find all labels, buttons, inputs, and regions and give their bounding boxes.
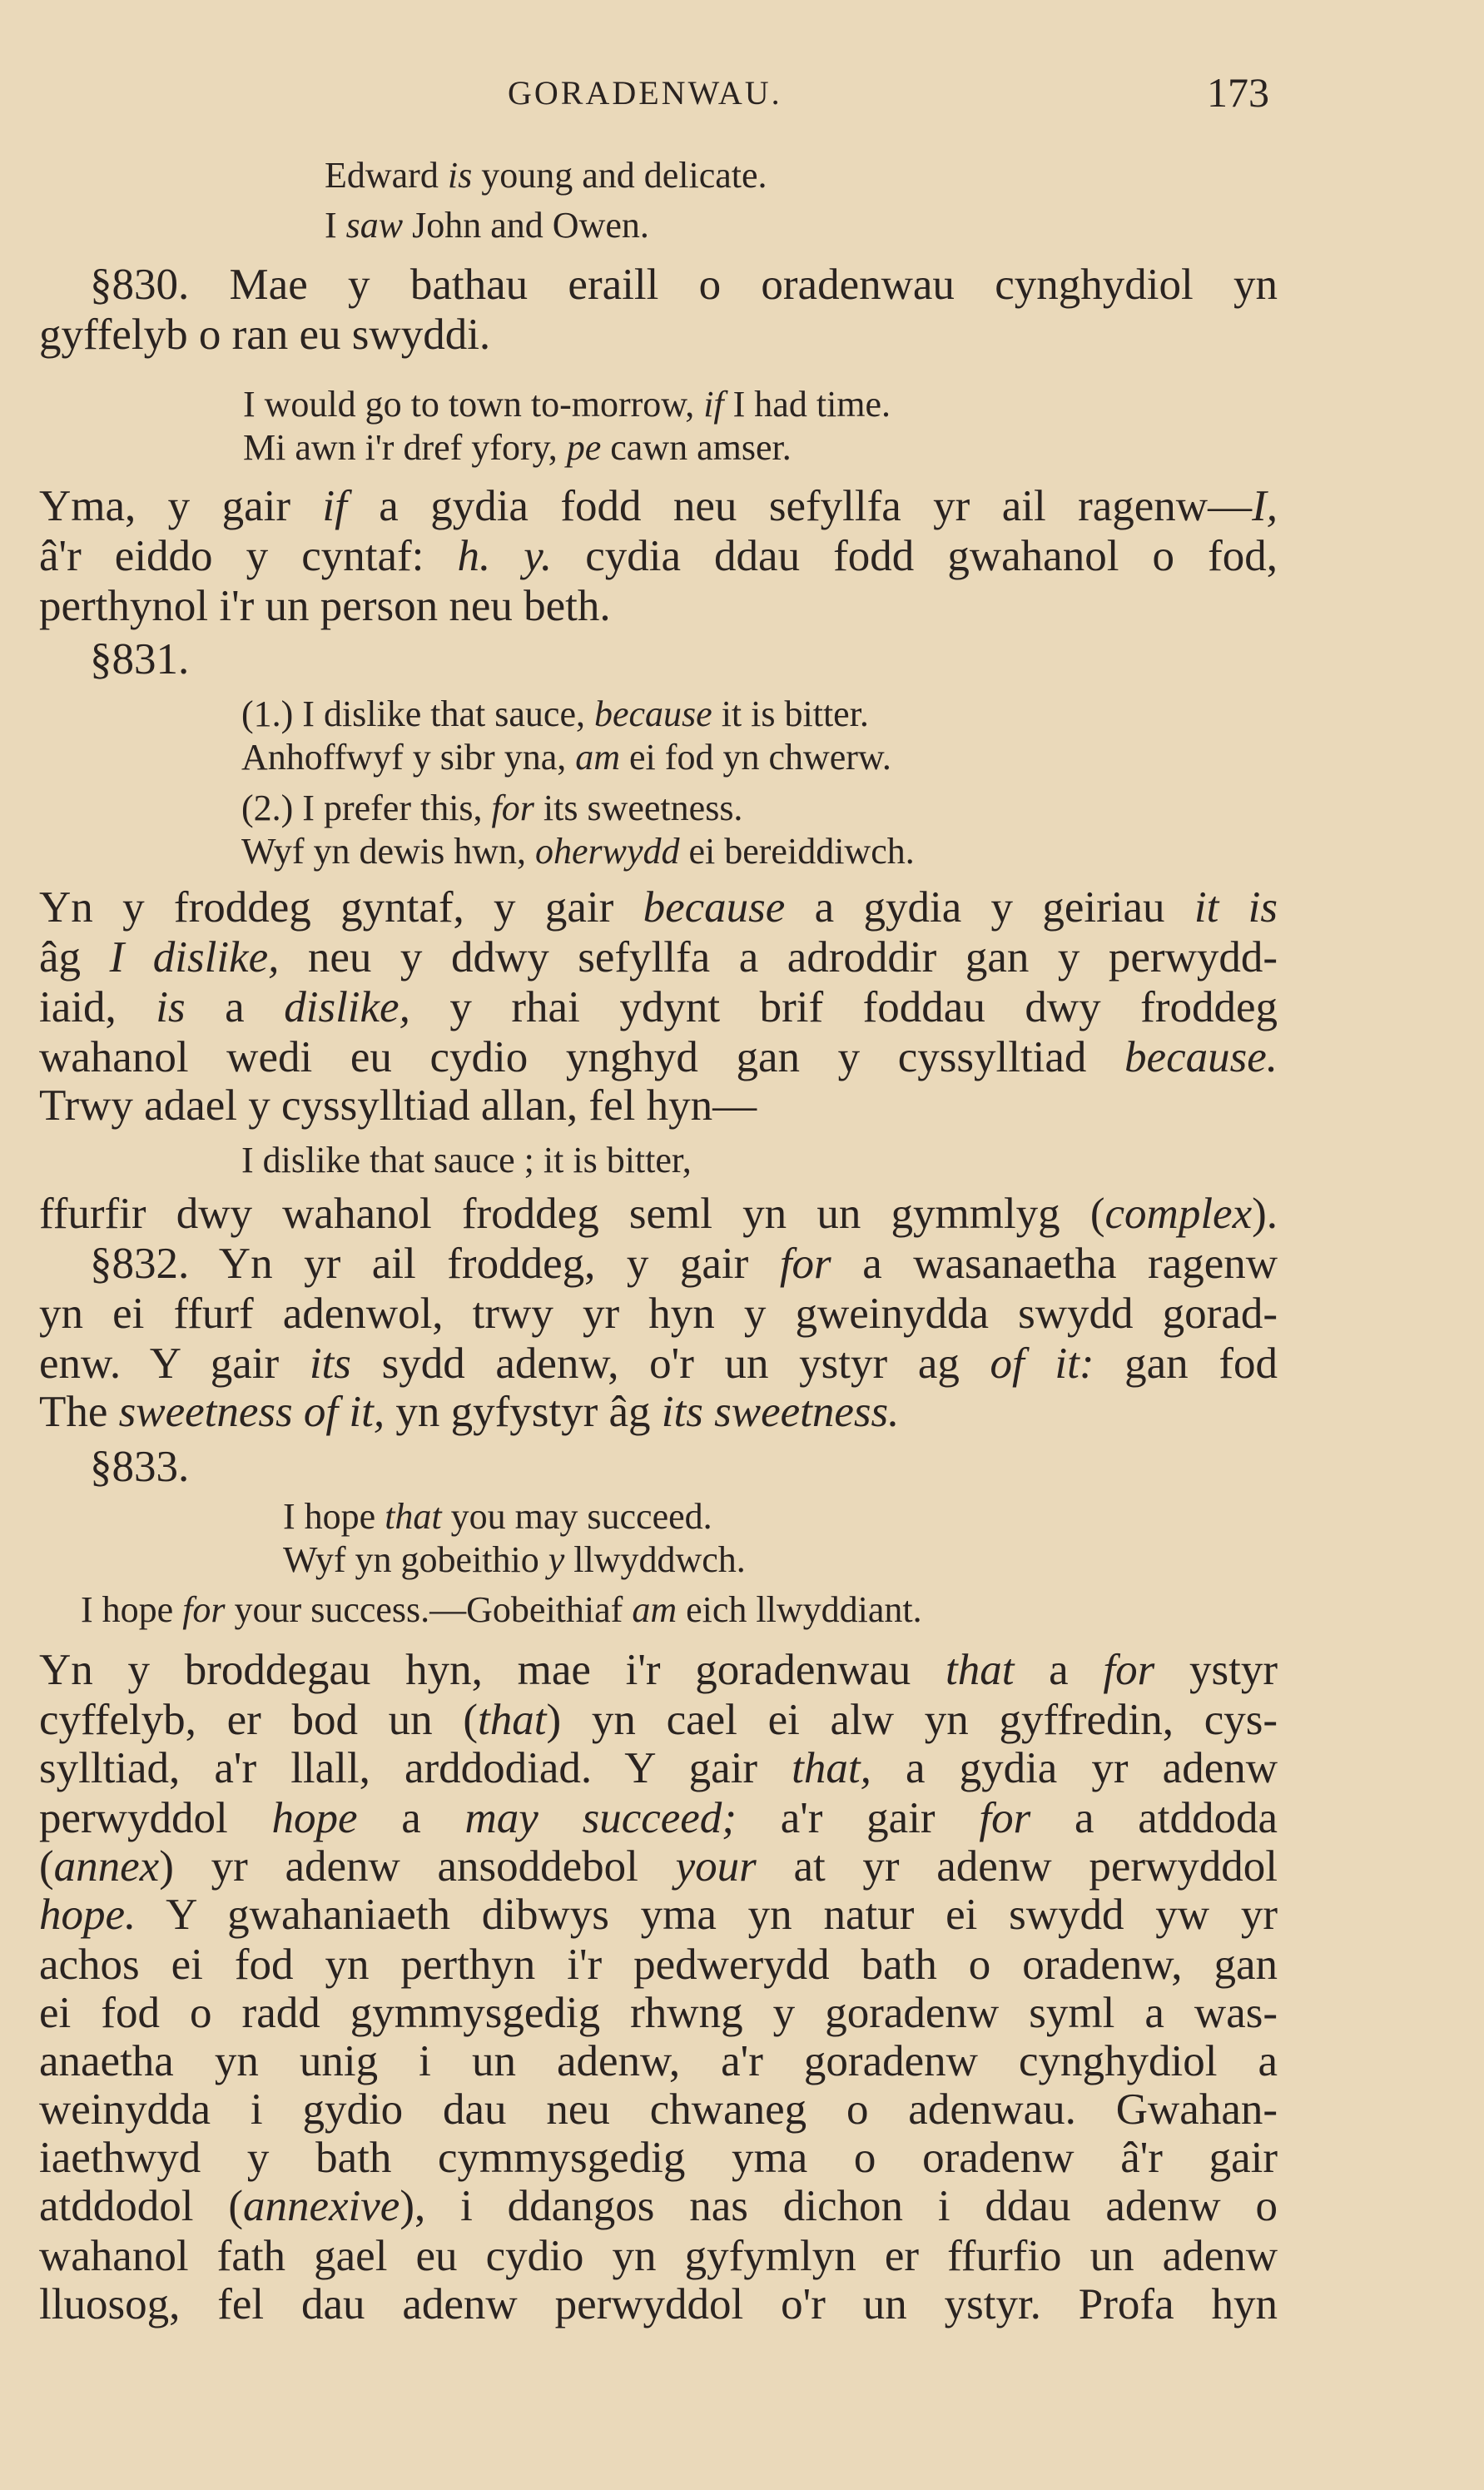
body-line: ei fod o radd gymmysgedig rhwng y goradenw syml a was-: [39, 1989, 1278, 2037]
body-line: weinydda i gydio dau neu chwaneg o adenwau. Gwahan-: [39, 2085, 1278, 2134]
body-line: iaid, is a dislike, y rhai ydynt brif foddau dwy froddeg: [39, 983, 1278, 1031]
body-line: The sweetness of it, yn gyfystyr âg its sweetness.: [39, 1388, 900, 1436]
running-title: GORADENWAU.: [508, 74, 782, 112]
example-line: (1.) I dislike that sauce, because it is bitter.: [241, 693, 869, 734]
body-line: Trwy adael y cyssylltiad allan, fel hyn—: [39, 1081, 757, 1130]
example-line: I hope for your success.—Gobeithiaf am eich llwyddiant.: [81, 1589, 922, 1630]
example-line: Edward is young and delicate.: [325, 155, 767, 196]
body-line: wahanol wedi eu cydio ynghyd gan y cyssylltiad because.: [39, 1033, 1278, 1081]
body-line: Yn y froddeg gyntaf, y gair because a gydia y geiriau it is: [39, 883, 1278, 932]
body-line: anaetha yn unig i un adenw, a'r goradenw cynghydiol a: [39, 2037, 1278, 2085]
example-line: Wyf yn dewis hwn, oherwydd ei bereiddiwch.: [241, 831, 915, 872]
body-line: hope. Y gwahaniaeth dibwys yma yn natur ei swydd yw yr: [39, 1891, 1278, 1939]
body-line: (annex) yr adenw ansoddebol your at yr adenw perwyddol: [39, 1842, 1278, 1891]
example-line: I dislike that sauce ; it is bitter,: [241, 1140, 692, 1180]
example-line: Anhoffwyf y sibr yna, am ei fod yn chwerw.: [241, 737, 891, 778]
body-line: cyffelyb, er bod un (that) yn cael ei alw yn gyffredin, cys-: [39, 1696, 1278, 1744]
body-line: §832. Yn yr ail froddeg, y gair for a wasanaetha ragenw: [90, 1240, 1278, 1288]
body-line: perwyddol hope a may succeed; a'r gair for a atddoda: [39, 1794, 1278, 1842]
body-line: achos ei fod yn perthyn i'r pedwerydd bath o oradenw, gan: [39, 1941, 1278, 1989]
page-number: 173: [1207, 69, 1269, 116]
body-line: âg I dislike, neu y ddwy sefyllfa a adroddir gan y perwydd-: [39, 933, 1278, 982]
body-line: ffurfir dwy wahanol froddeg seml yn un gymmlyg (complex).: [39, 1190, 1278, 1238]
body-line: perthynol i'r un person neu beth.: [39, 582, 611, 630]
example-line: I saw John and Owen.: [325, 205, 649, 246]
example-line: (2.) I prefer this, for its sweetness.: [241, 788, 743, 828]
section-831-label: §831.: [90, 635, 190, 683]
body-line: yn ei ffurf adenwol, trwy yr hyn y gweinydda swydd gorad-: [39, 1290, 1278, 1338]
body-line: lluosog, fel dau adenw perwyddol o'r un ystyr. Profa hyn: [39, 2280, 1278, 2328]
example-line: Wyf yn gobeithio y llwyddwch.: [283, 1539, 746, 1580]
body-line: â'r eiddo y cyntaf: h. y. cydia ddau fodd gwahanol o fod,: [39, 532, 1278, 580]
body-line: Yn y broddegau hyn, mae i'r goradenwau that a for ystyr: [39, 1646, 1278, 1694]
example-line: Mi awn i'r dref yfory, pe cawn amser.: [243, 427, 792, 468]
body-line: sylltiad, a'r llall, arddodiad. Y gair that, a gydia yr adenw: [39, 1744, 1278, 1792]
example-line: I would go to town to-morrow, if I had time.: [243, 384, 891, 425]
body-line: enw. Y gair its sydd adenw, o'r un ystyr ag of it: gan fod: [39, 1339, 1278, 1388]
section-833-label: §833.: [90, 1443, 190, 1491]
body-line: Yma, y gair if a gydia fodd neu sefyllfa yr ail ragenw—I,: [39, 482, 1278, 530]
body-line: wahanol fath gael eu cydio yn gyfymlyn er ffurfio un adenw: [39, 2232, 1278, 2280]
section-830-line: §830. Mae y bathau eraill o oradenwau cynghydiol yn: [90, 261, 1278, 309]
section-830-line: gyffelyb o ran eu swyddi.: [39, 311, 491, 359]
body-line: atddodol (annexive), i ddangos nas dichon i ddau adenw o: [39, 2182, 1278, 2230]
example-line: I hope that you may succeed.: [283, 1496, 712, 1537]
body-line: iaethwyd y bath cymmysgedig yma o oradenw â'r gair: [39, 2134, 1278, 2182]
